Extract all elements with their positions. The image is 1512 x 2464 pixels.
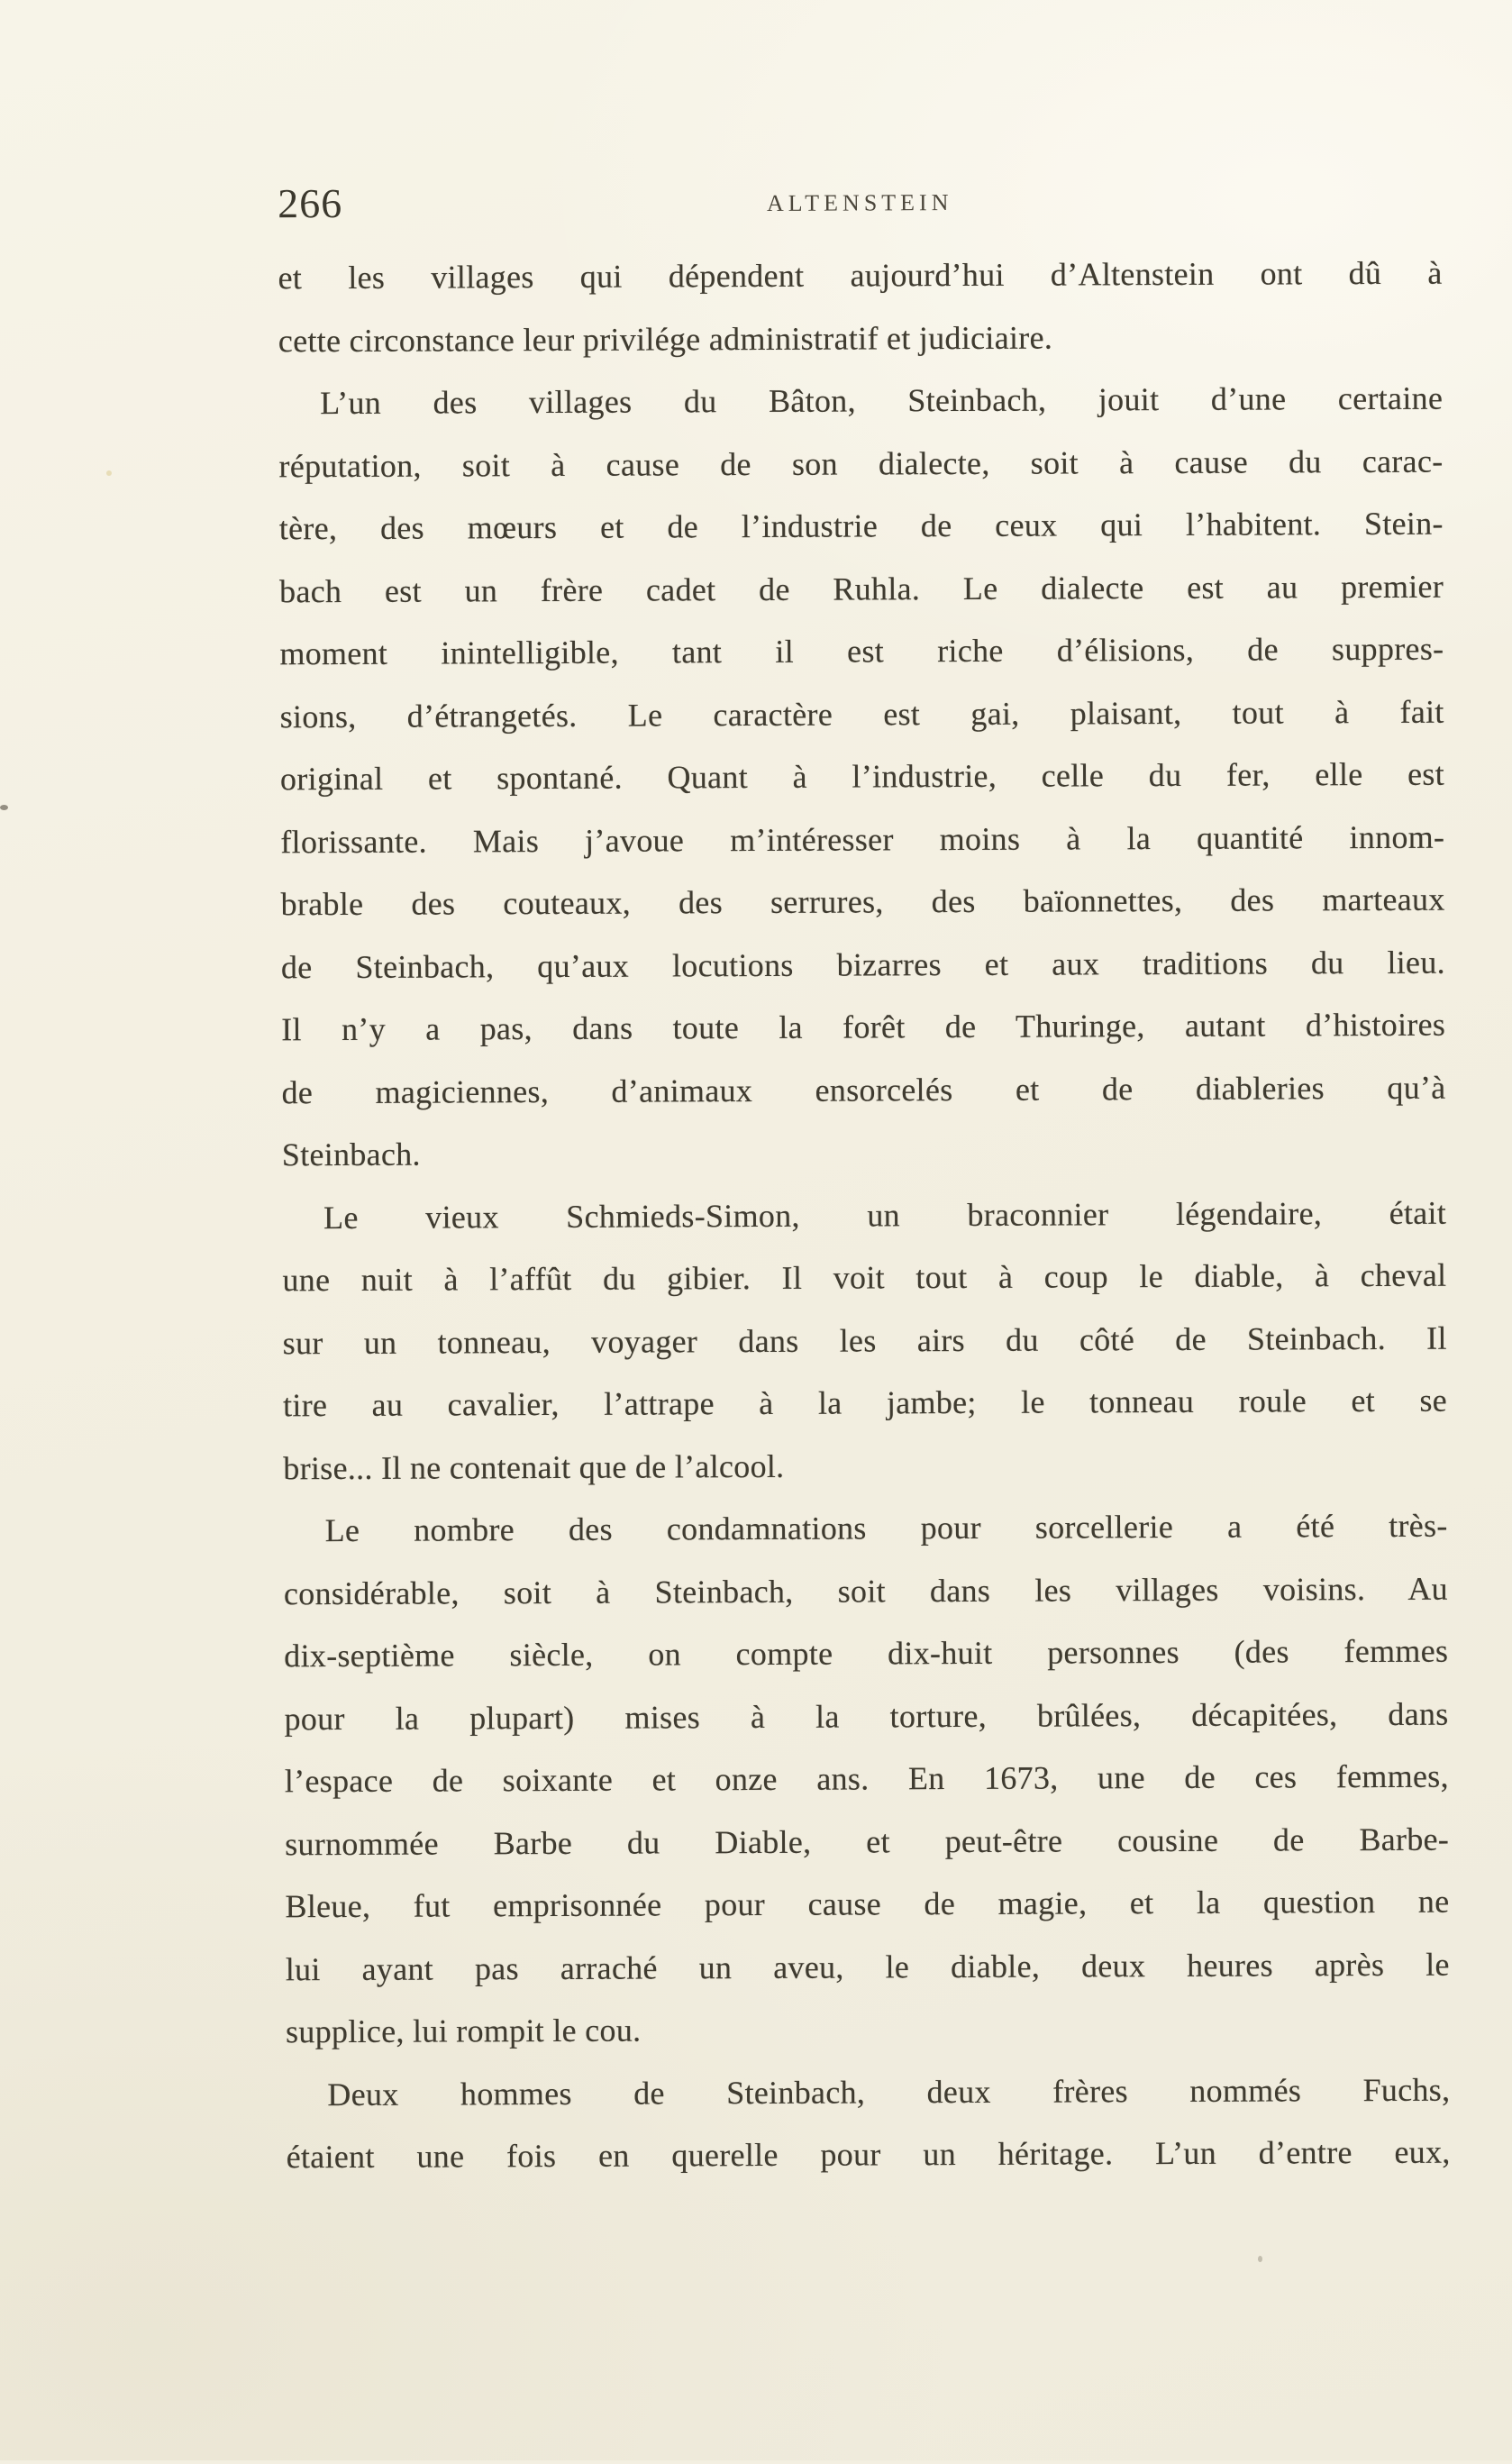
scan-speck bbox=[106, 470, 112, 476]
text-line: moment inintelligible, tant il est riche d’élisions, de suppres- bbox=[279, 630, 1444, 672]
page-number: 266 bbox=[278, 179, 343, 227]
text-line: réputation, soit à cause de son dialecte, soit à cause du carac- bbox=[278, 443, 1444, 484]
text-line: supplice, lui rompit le cou. bbox=[285, 2012, 642, 2050]
text-line: brable des couteaux, des serrures, des baïonnettes, des marteaux bbox=[280, 881, 1445, 923]
text-line: de magiciennes, d’animaux ensorcelés et de diableries qu’à bbox=[281, 1069, 1446, 1110]
text-line: Deux hommes de Steinbach, deux frères nommés Fuchs, bbox=[327, 2071, 1451, 2113]
text-line: Le nombre des condamnations pour sorcellerie a été très- bbox=[324, 1507, 1448, 1549]
text-line: de Steinbach, qu’aux locutions bizarres et aux traditions du lieu. bbox=[280, 944, 1445, 985]
text-line: lui ayant pas arraché un aveu, le diable, deux heures après le bbox=[285, 1946, 1450, 1987]
text-line: L’un des villages du Bâton, Steinbach, jouit d’une certaine bbox=[320, 379, 1444, 422]
text-line: surnommée Barbe du Diable, et peut-être cousine de Barbe- bbox=[285, 1821, 1450, 1862]
text-line: pour la plupart) mises à la torture, brûlées, décapitées, dans bbox=[284, 1695, 1449, 1737]
scan-speck bbox=[1258, 2256, 1262, 2262]
text-line: tire au cavalier, l’attrape à la jambe; le tonneau roule et se bbox=[282, 1382, 1448, 1424]
text-line: florissante. Mais j’avoue m’intéresser moins à la quantité innom- bbox=[280, 818, 1445, 860]
text-line: considérable, soit à Steinbach, soit dans les villages voisins. Au bbox=[283, 1570, 1449, 1611]
text-line: une nuit à l’affût du gibier. Il voit tout à coup le diable, à cheval bbox=[282, 1256, 1447, 1299]
text-line: Steinbach. bbox=[281, 1136, 421, 1173]
page-header bbox=[278, 176, 1442, 235]
body-text bbox=[278, 242, 1450, 2189]
text-line: étaient une fois en querelle pour un héritage. L’un d’entre eux, bbox=[286, 2133, 1451, 2176]
text-line: bach est un frère cadet de Ruhla. Le dialecte est au premier bbox=[279, 568, 1444, 609]
running-title: ALTENSTEIN bbox=[766, 189, 953, 216]
text-line: Il n’y a pas, dans toute la forêt de Thuringe, autant d’histoires bbox=[281, 1006, 1446, 1048]
text-line: sions, d’étrangetés. Le caractère est gai, plaisant, tout à fait bbox=[279, 693, 1444, 735]
scan-speck bbox=[0, 805, 8, 810]
text-line: tère, des mœurs et de l’industrie de ceux qui l’habitent. Stein- bbox=[278, 505, 1444, 547]
text-line: original et spontané. Quant à l’industrie, celle du fer, elle est bbox=[279, 755, 1445, 798]
text-line: Bleue, fut emprisonnée pour cause de magie, et la question ne bbox=[285, 1883, 1450, 1925]
text-line: et les villages qui dépendent aujourd’hui d’Altenstein ont dû à bbox=[278, 254, 1443, 297]
text-line: l’espace de soixante et onze ans. En 1673, une de ces femmes, bbox=[284, 1757, 1449, 1800]
text-line: cette circonstance leur privilége administratif et judiciaire. bbox=[278, 319, 1053, 359]
text-line: sur un tonneau, voyager dans les airs du côté de Steinbach. Il bbox=[282, 1319, 1447, 1361]
text-line: brise... Il ne contenait que de l’alcool. bbox=[283, 1447, 785, 1486]
text-line: Le vieux Schmieds-Simon, un braconnier légendaire, était bbox=[323, 1194, 1447, 1236]
text-line: dix-septième siècle, on compte dix-huit personnes (des femmes bbox=[284, 1632, 1449, 1675]
